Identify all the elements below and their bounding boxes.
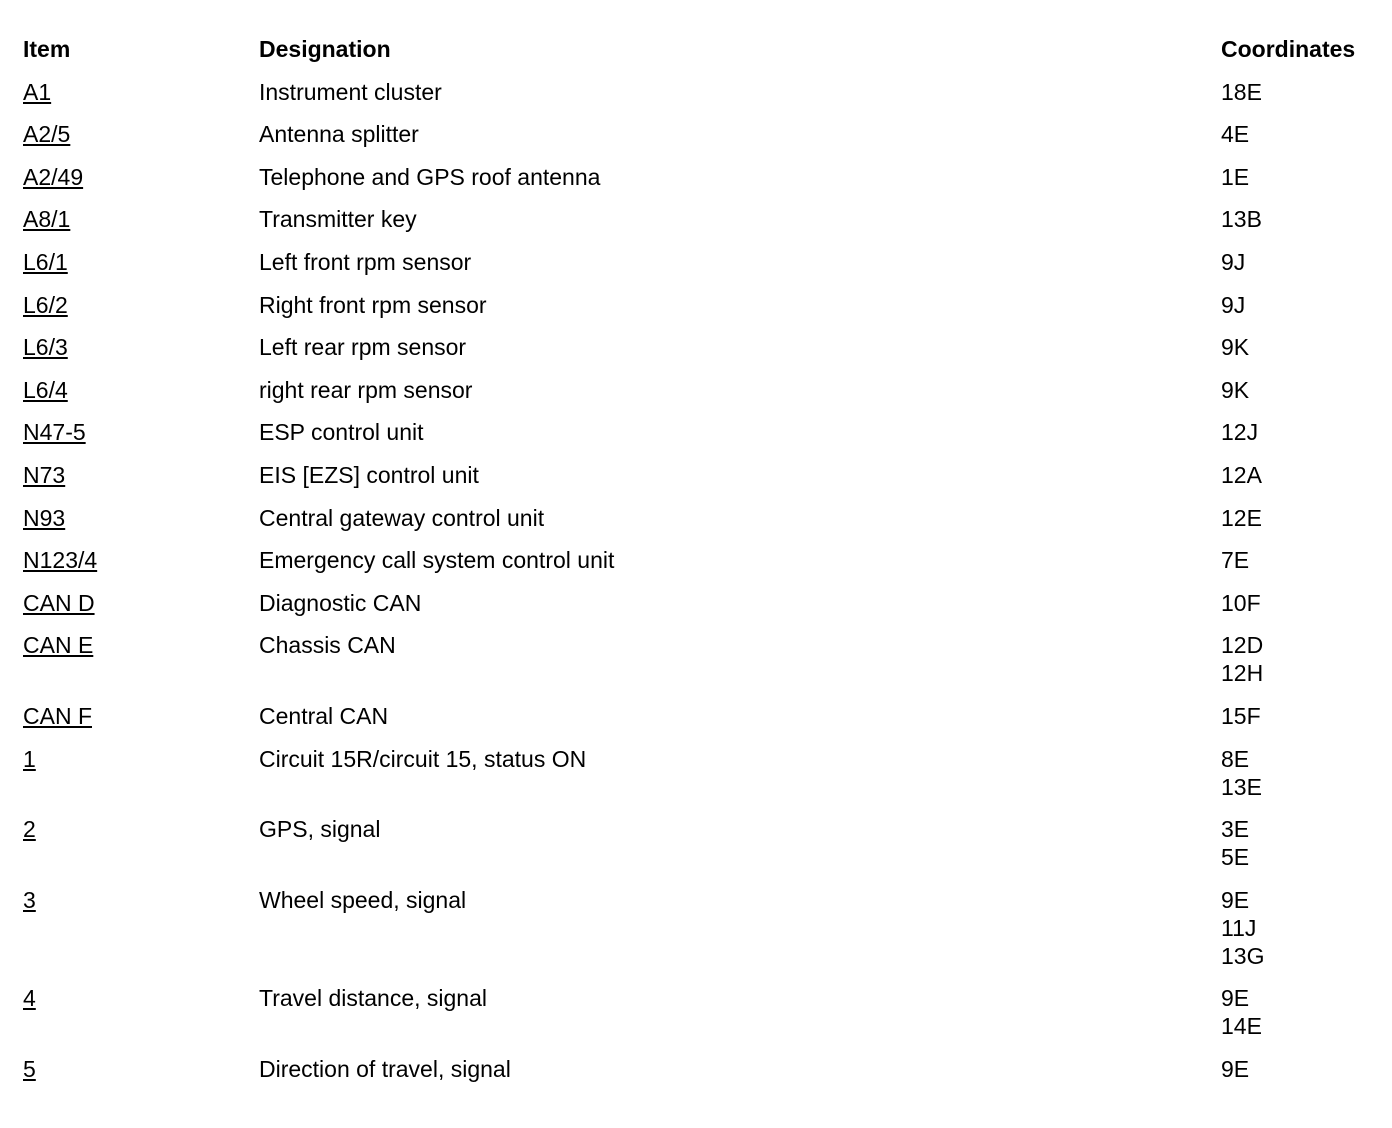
coordinates-cell [1221,205,1262,233]
item-link[interactable]: N47-5 [23,419,86,446]
coordinates-cell [1221,1055,1249,1083]
designation-cell: Telephone and GPS roof antenna [259,163,601,190]
item-link[interactable]: N73 [23,461,66,488]
designation-cell: GPS, signal [259,816,381,843]
coordinate-value: 12A [1221,461,1262,488]
designation-cell: Central gateway control unit [259,504,545,531]
item-link[interactable]: A1 [23,78,52,105]
designation-cell: Travel distance, signal [259,985,487,1012]
coordinate-value: 13G [1221,942,1265,969]
item-cell [23,1055,36,1083]
coordinate-value: 8E [1221,745,1250,772]
item-cell [23,248,68,276]
item-cell [23,163,83,191]
designation-cell: Circuit 15R/circuit 15, status ON [259,745,587,772]
coordinate-value: 1E [1221,163,1250,190]
coordinate-value: 3E [1221,816,1250,843]
item-cell [23,205,70,233]
coordinates-cell [1221,333,1249,361]
item-cell [23,376,68,404]
designation-cell: Wheel speed, signal [259,886,467,913]
table-row [0,584,1392,627]
coordinate-value: 5E [1221,844,1250,871]
table-row [0,881,1392,980]
item-cell [23,815,36,843]
item-link[interactable]: L6/1 [23,248,68,275]
item-cell [23,418,86,446]
coordinates-cell [1221,886,1264,970]
item-cell [23,461,65,489]
coordinates-cell [1221,78,1262,106]
coordinate-value: 13B [1221,206,1262,233]
coordinate-value: 4E [1221,121,1250,148]
item-link[interactable]: CAN F [23,702,92,729]
designation-cell: right rear rpm sensor [259,376,473,403]
designation-cell: Left rear rpm sensor [259,334,467,361]
coordinate-value: 11J [1221,914,1257,941]
coordinates-cell [1221,163,1249,191]
coordinates-cell [1221,120,1249,148]
designation-cell: Transmitter key [259,206,417,233]
coordinate-value: 9K [1221,334,1250,361]
coordinate-value: 12E [1221,504,1262,531]
item-link[interactable]: 4 [23,985,36,1012]
item-cell [23,333,68,361]
coordinate-value: 9E [1221,1055,1250,1082]
designation-cell: Diagnostic CAN [259,589,422,616]
item-link[interactable]: L6/4 [23,376,68,403]
table-row [0,158,1392,201]
coordinates-cell [1221,291,1245,319]
table-row [0,328,1392,371]
designation-cell: Left front rpm sensor [259,248,472,275]
coordinate-value: 9J [1221,248,1246,275]
item-cell [23,546,97,574]
coordinates-cell [1221,702,1261,730]
table-row [0,286,1392,329]
item-cell [23,631,93,659]
item-link[interactable]: N93 [23,504,66,531]
item-link[interactable]: CAN D [23,589,95,616]
item-link[interactable]: CAN E [23,632,94,659]
coordinates-cell [1221,815,1249,871]
item-link[interactable]: A2/49 [23,163,84,190]
column-header-coordinates [1221,35,1355,63]
coordinates-cell [1221,504,1262,532]
item-link[interactable]: 5 [23,1055,36,1082]
table-row [0,200,1392,243]
coordinate-value: 13E [1221,773,1262,800]
designation-cell: Right front rpm sensor [259,291,487,318]
item-cell [23,589,95,617]
item-link[interactable]: 3 [23,886,36,913]
legend-header-row [0,30,1392,73]
table-row [0,371,1392,414]
table-row [0,979,1392,1050]
column-header-coordinates-label: Coordinates [1221,36,1356,62]
designation-cell: EIS [EZS] control unit [259,461,479,488]
item-link[interactable]: N123/4 [23,547,98,574]
designation-cell: Emergency call system control unit [259,547,615,574]
item-cell [23,120,70,148]
column-header-item: Item [23,36,71,62]
designation-cell: Antenna splitter [259,121,419,148]
table-row [0,413,1392,456]
item-cell [23,78,51,106]
designation-cell: ESP control unit [259,419,424,446]
coordinates-cell [1221,631,1263,687]
coordinate-value: 14E [1221,1013,1262,1040]
designation-cell: Instrument cluster [259,78,442,105]
coordinates-cell [1221,546,1249,574]
column-header-designation: Designation [259,36,391,62]
coordinates-cell [1221,418,1258,446]
coordinate-value: 12H [1221,660,1264,687]
coordinate-value: 9E [1221,985,1250,1012]
coordinate-value: 9E [1221,886,1250,913]
legend-rows [0,73,1392,1093]
coordinate-value: 10F [1221,589,1261,616]
coordinate-value: 12D [1221,632,1264,659]
item-link[interactable]: A8/1 [23,206,71,233]
coordinates-cell [1221,745,1262,801]
item-cell [23,886,36,914]
item-link[interactable]: L6/2 [23,291,68,318]
coordinate-value: 18E [1221,78,1262,105]
coordinates-cell [1221,589,1261,617]
item-link[interactable]: L6/3 [23,334,68,361]
item-link[interactable]: A2/5 [23,121,71,148]
table-row [0,740,1392,811]
item-cell [23,984,36,1012]
coordinate-value: 15F [1221,702,1261,729]
table-row [0,810,1392,881]
coordinate-value: 12J [1221,419,1259,446]
item-cell [23,745,36,773]
item-link[interactable]: 2 [23,816,36,843]
coordinate-value: 9J [1221,291,1246,318]
item-cell [23,504,65,532]
coordinates-cell [1221,461,1262,489]
table-row [0,243,1392,286]
item-cell [23,702,92,730]
coordinates-cell [1221,376,1249,404]
component-legend-table [0,30,1392,1092]
designation-cell: Central CAN [259,702,389,729]
table-row [0,499,1392,542]
coordinate-value: 7E [1221,547,1250,574]
designation-cell: Chassis CAN [259,632,396,659]
coordinates-cell [1221,248,1245,276]
table-row [0,541,1392,584]
table-row [0,115,1392,158]
table-row [0,73,1392,116]
item-link[interactable]: 1 [23,745,36,772]
item-cell [23,291,68,319]
table-row [0,626,1392,697]
designation-cell: Direction of travel, signal [259,1055,511,1082]
coordinate-value: 9K [1221,376,1250,403]
table-row [0,697,1392,740]
table-row [0,1050,1392,1093]
coordinates-cell [1221,984,1262,1040]
table-row [0,456,1392,499]
